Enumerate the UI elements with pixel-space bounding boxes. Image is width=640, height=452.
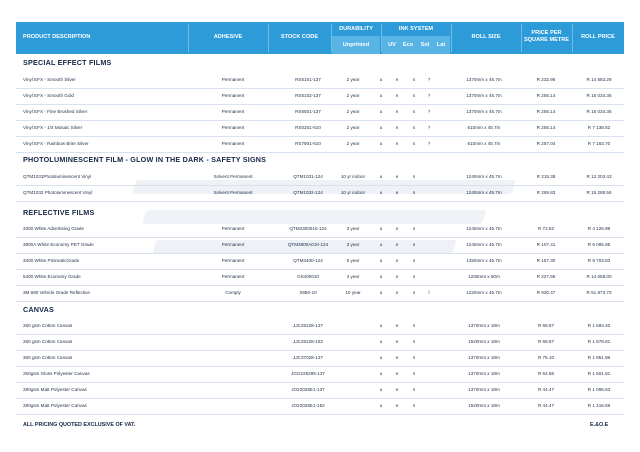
roll-price: R 15 288.56 xyxy=(586,190,612,195)
adhesive: Permanent xyxy=(221,274,245,279)
adhesive xyxy=(188,398,278,414)
price-per-sqm: R 257.04 xyxy=(536,141,556,146)
roll-price: R 16 034.36 xyxy=(586,93,612,98)
ink-lat xyxy=(417,350,441,366)
price-per-sqm: R 256.14 xyxy=(536,109,556,114)
table-row xyxy=(16,350,624,367)
roll-price: R 14 058.00 xyxy=(586,274,612,279)
durability: 10 yr indoor xyxy=(340,174,366,179)
ink-eco: e xyxy=(395,274,399,279)
ink-lat xyxy=(417,253,441,269)
durability: 3 year xyxy=(346,226,360,231)
ink-uv: u xyxy=(379,141,383,146)
header-ink-system: INK SYSTEM xyxy=(398,26,434,32)
price-per-sqm: R 64.96 xyxy=(537,371,555,376)
ink-lat: ? xyxy=(427,93,431,98)
stock-code: QTM3300010-124 xyxy=(289,226,327,231)
table-row xyxy=(16,136,624,153)
table-row xyxy=(16,285,624,302)
roll-price: R 6 085.85 xyxy=(587,242,611,247)
price-per-sqm: R 232.96 xyxy=(536,77,556,82)
roll-size: 1370mm x 18m xyxy=(468,355,500,360)
stock-code: RS6501-137 xyxy=(295,109,321,114)
ink-eco: e xyxy=(395,190,399,195)
price-per-sqm: R 68.67 xyxy=(537,339,555,344)
stock-code: JO22028E1-137 xyxy=(291,387,325,392)
ink-lat xyxy=(417,237,441,253)
ink-sol: s xyxy=(412,77,416,82)
ink-lat xyxy=(417,382,441,398)
durability: 2 year xyxy=(346,109,360,114)
ink-lat: ? xyxy=(427,125,431,130)
adhesive: Permanent xyxy=(221,242,245,247)
product-description: 260 gsm Cotton Canvas xyxy=(23,339,73,344)
ink-uv: u xyxy=(379,190,383,195)
roll-price: R 1 878.81 xyxy=(587,339,611,344)
roll-size: 1520mm x 18m xyxy=(468,403,500,408)
adhesive xyxy=(188,318,278,334)
header-ink-lat: Lat xyxy=(436,42,446,48)
ink-eco: e xyxy=(395,226,399,231)
ink-uv: u xyxy=(379,290,383,295)
roll-price: R 4 125.98 xyxy=(587,226,611,231)
stock-code: RS0201-610 xyxy=(295,125,321,130)
ink-sol: s xyxy=(412,109,416,114)
price-per-sqm: R 72.82 xyxy=(537,226,555,231)
table-row xyxy=(16,253,624,270)
durability: 2 year xyxy=(346,93,360,98)
roll-price: R 14 583.29 xyxy=(586,77,612,82)
stock-code: QTM1032-124 xyxy=(293,190,323,195)
ink-sol: s xyxy=(412,371,416,376)
table-header xyxy=(16,22,624,54)
ink-eco: e xyxy=(395,371,399,376)
price-per-sqm: R 256.14 xyxy=(536,93,556,98)
table-row xyxy=(16,382,624,399)
ink-eco: e xyxy=(395,387,399,392)
ink-uv: u xyxy=(379,125,383,130)
product-description: QTM1032 Photoluminescent Vinyl xyxy=(23,190,93,195)
adhesive xyxy=(188,382,278,398)
ink-sol: s xyxy=(412,174,416,179)
price-per-sqm: R 256.14 xyxy=(536,125,556,130)
ink-lat: ? xyxy=(427,141,431,146)
stock-code: RS5102-137 xyxy=(295,93,321,98)
ink-uv: u xyxy=(379,109,383,114)
ink-lat xyxy=(417,334,441,350)
table-row xyxy=(16,269,624,286)
ink-lat xyxy=(417,318,441,334)
product-description: 250gsm Gloss Polyester Canvas xyxy=(23,371,90,376)
ink-lat: ? xyxy=(427,109,431,114)
ink-sol: s xyxy=(412,323,416,328)
table-row xyxy=(16,104,624,121)
ink-eco: e xyxy=(395,258,399,263)
product-description: 3400 White PrismaticGrade xyxy=(23,258,80,263)
roll-price: R 1 601.91 xyxy=(587,371,611,376)
ink-eco: e xyxy=(395,109,399,114)
product-description: 280gsm Matt Polyester Canvas xyxy=(23,403,87,408)
ink-sol: s xyxy=(412,290,416,295)
ink-uv: u xyxy=(379,339,383,344)
ink-sol: s xyxy=(412,339,416,344)
durability: 2 year xyxy=(346,125,360,130)
ink-uv: u xyxy=(379,274,383,279)
price-per-sqm: R 75.10 xyxy=(537,355,555,360)
stock-code: X680-10 xyxy=(299,290,317,295)
stock-code: RS5101-137 xyxy=(295,77,321,82)
adhesive: Comply xyxy=(225,290,241,295)
ink-eco: e xyxy=(395,403,399,408)
durability: 5 year xyxy=(346,258,360,263)
ink-sol: s xyxy=(412,258,416,263)
table-row xyxy=(16,366,624,383)
price-per-sqm: R 269.83 xyxy=(536,190,556,195)
header-product-description: PRODUCT DESCRIPTION xyxy=(23,34,91,40)
table-row xyxy=(16,72,624,89)
adhesive: Solvent Permanent xyxy=(213,174,253,179)
header-roll-price: ROLL PRICE xyxy=(581,34,615,40)
header-roll-size: ROLL SIZE xyxy=(471,34,501,40)
header-unprinted: Unprinted xyxy=(342,42,370,48)
price-per-sqm: R 227.66 xyxy=(536,274,556,279)
roll-size: 1240mm x 45.7m xyxy=(466,226,502,231)
roll-size: 1240mm x 45.7m xyxy=(466,242,502,247)
ink-lat xyxy=(417,398,441,414)
roll-size: 1370mm x 18m xyxy=(468,371,500,376)
stock-code: JJC25228-152 xyxy=(293,339,323,344)
price-per-sqm: R 215.38 xyxy=(536,174,556,179)
ink-sol: s xyxy=(412,190,416,195)
roll-price: R 1 693.40 xyxy=(587,323,611,328)
stock-code: RS7901-610 xyxy=(295,141,321,146)
ink-lat: l xyxy=(428,290,430,295)
product-description: 260 gsm Cotton Canvas xyxy=(23,323,73,328)
header-ink-sol: Sol xyxy=(420,42,430,48)
product-description: Vinyl EFX - 1/4 Mosaic Silver xyxy=(23,125,83,130)
section-title: REFLECTIVE FILMS xyxy=(23,208,95,217)
product-description: 5400 White Economy Grade xyxy=(23,274,81,279)
adhesive: Permanent xyxy=(221,141,245,146)
eoe-note: E.&O.E xyxy=(590,422,609,428)
roll-size: 1240mm x 45.7m xyxy=(466,190,502,195)
stock-code: JO22028E1-152 xyxy=(291,403,325,408)
durability: 3 year xyxy=(346,242,360,247)
roll-price: R 1 096.63 xyxy=(587,387,611,392)
roll-size: 1220mm x 45.7m xyxy=(466,290,502,295)
roll-size: 1370mm x 45.7m xyxy=(466,93,502,98)
durability: 2 year xyxy=(346,77,360,82)
table-row xyxy=(16,169,624,186)
roll-size: 1370mm x 45.7m xyxy=(466,77,502,82)
ink-uv: u xyxy=(379,93,383,98)
stock-code: QTM3400-124 xyxy=(293,258,323,263)
section-title: PHOTOLUMINESCENT FILM - GLOW IN THE DARK - SAFETY SIGNS xyxy=(23,155,267,164)
adhesive: Permanent xyxy=(221,109,245,114)
product-description: Vinyl EFX - Rainbow Brite Silver xyxy=(23,141,89,146)
ink-uv: u xyxy=(379,77,383,82)
table-row xyxy=(16,334,624,351)
roll-size: 1235mm x 50m xyxy=(468,274,500,279)
price-per-sqm: R 68.67 xyxy=(537,323,555,328)
product-description: Vinyl EFX - Smooth Silver xyxy=(23,77,76,82)
adhesive: Solvent Permanent xyxy=(213,190,253,195)
vat-note: ALL PRICING QUOTED EXCLUSIVE OF VAT. xyxy=(23,422,136,428)
ink-eco: e xyxy=(395,77,399,82)
ink-uv: u xyxy=(379,403,383,408)
adhesive xyxy=(188,334,278,350)
price-per-sqm: R 930.47 xyxy=(536,290,556,295)
product-description: 3300 White Advertising Grade xyxy=(23,226,85,231)
ink-uv: u xyxy=(379,355,383,360)
durability: 10 yr indoor xyxy=(340,190,366,195)
stock-code: JGO225295-137 xyxy=(291,371,325,376)
header-ink-uv: UV xyxy=(388,42,396,48)
product-description: QTM1031Photoluminescent Vinyl xyxy=(23,174,92,179)
table-row xyxy=(16,237,624,254)
header-price-per-sqm-line1: PRICE PER xyxy=(531,30,562,36)
roll-size: 1350mm x 45.7m xyxy=(466,258,502,263)
header-adhesive: ADHESIVE xyxy=(213,34,243,40)
roll-size: 1370mm x 45.7m xyxy=(466,109,502,114)
roll-price: R 7 138.62 xyxy=(587,125,611,130)
roll-size: 1370mm x 18m xyxy=(468,387,500,392)
table-row xyxy=(16,318,624,335)
stock-code: JJC37028-137 xyxy=(293,355,323,360)
product-description: Vinyl EFX - Fine Brushed Silver xyxy=(23,109,88,114)
ink-uv: u xyxy=(379,226,383,231)
header-ink-eco: Eco xyxy=(402,42,414,48)
ink-eco: e xyxy=(395,174,399,179)
product-description: 360 gsm Cotton Canvas xyxy=(23,355,73,360)
durability: 4 year xyxy=(346,274,360,279)
ink-sol: s xyxy=(412,226,416,231)
ink-uv: u xyxy=(379,387,383,392)
price-per-sqm: R 157.30 xyxy=(536,258,556,263)
durability: 2 year xyxy=(346,141,360,146)
product-description: 280gsm Matt Polyester Canvas xyxy=(23,387,87,392)
ink-eco: e xyxy=(395,355,399,360)
durability: 10 year xyxy=(345,290,361,295)
ink-sol: s xyxy=(412,355,416,360)
ink-eco: e xyxy=(395,141,399,146)
table-row xyxy=(16,88,624,105)
ink-sol: s xyxy=(412,387,416,392)
ink-lat xyxy=(417,269,441,285)
table-row xyxy=(16,185,624,202)
ink-lat xyxy=(417,366,441,382)
roll-price: R 1 851.96 xyxy=(587,355,611,360)
ink-sol: s xyxy=(412,93,416,98)
roll-price: R 51 873.70 xyxy=(586,290,612,295)
table-row xyxy=(16,398,624,415)
adhesive: Permanent xyxy=(221,93,245,98)
section-title: CANVAS xyxy=(23,305,55,314)
ink-eco: e xyxy=(395,125,399,130)
adhesive xyxy=(188,350,278,366)
ink-uv: u xyxy=(379,242,383,247)
adhesive xyxy=(188,366,278,382)
ink-sol: s xyxy=(412,403,416,408)
ink-uv: u xyxy=(379,371,383,376)
product-description: Vinyl EFX - Smooth Gold xyxy=(23,93,74,98)
header-durability: DURABILITY xyxy=(339,26,373,32)
section-title: SPECIAL EFFECT FILMS xyxy=(23,58,112,67)
adhesive: Permanent xyxy=(221,226,245,231)
stock-code: JJC25228-137 xyxy=(293,323,323,328)
ink-sol: s xyxy=(412,242,416,247)
roll-price: R 12 203.43 xyxy=(586,174,612,179)
ink-eco: e xyxy=(395,339,399,344)
header-price-per-sqm-line2: SQUARE METRE xyxy=(523,37,570,43)
adhesive: Permanent xyxy=(221,258,245,263)
stock-code: QTM3800A010-124 xyxy=(287,242,329,247)
ink-sol: s xyxy=(412,141,416,146)
price-per-sqm: R 44.47 xyxy=(537,403,555,408)
roll-size: 1520mm x 18m xyxy=(468,339,500,344)
roll-price: R 1 216.69 xyxy=(587,403,611,408)
ink-uv: u xyxy=(379,258,383,263)
ink-lat xyxy=(417,169,441,185)
ink-eco: e xyxy=(395,242,399,247)
ink-lat: ? xyxy=(427,77,431,82)
table-row xyxy=(16,221,624,238)
ink-sol: s xyxy=(412,125,416,130)
ink-lat xyxy=(417,221,441,237)
stock-code: OS400010 xyxy=(297,274,319,279)
roll-size: 1240mm x 45.7m xyxy=(466,174,502,179)
roll-price: R 16 034.36 xyxy=(586,109,612,114)
ink-uv: u xyxy=(379,174,383,179)
price-per-sqm: R 107.41 xyxy=(536,242,556,247)
stock-code: QTM1031-124 xyxy=(293,174,323,179)
table-row xyxy=(16,120,624,137)
ink-sol: s xyxy=(412,274,416,279)
ink-eco: e xyxy=(395,290,399,295)
adhesive: Permanent xyxy=(221,77,245,82)
roll-price: R 9 703.83 xyxy=(587,258,611,263)
roll-size: 610mm x 45.7m xyxy=(467,141,501,146)
header-stock-code: STOCK CODE xyxy=(280,34,319,40)
product-description: 3800A White Economy PET Grade xyxy=(23,242,94,247)
price-per-sqm: R 44.47 xyxy=(537,387,555,392)
ink-eco: e xyxy=(395,93,399,98)
roll-size: 610mm x 45.7m xyxy=(467,125,501,130)
ink-eco: e xyxy=(395,323,399,328)
roll-size: 1370mm x 18m xyxy=(468,323,500,328)
ink-uv: u xyxy=(379,323,383,328)
product-description: 3M 680 Vehicle Grade Reflective xyxy=(23,290,90,295)
roll-price: R 7 163.70 xyxy=(587,141,611,146)
adhesive: Permanent xyxy=(221,125,245,130)
ink-lat xyxy=(417,185,441,201)
